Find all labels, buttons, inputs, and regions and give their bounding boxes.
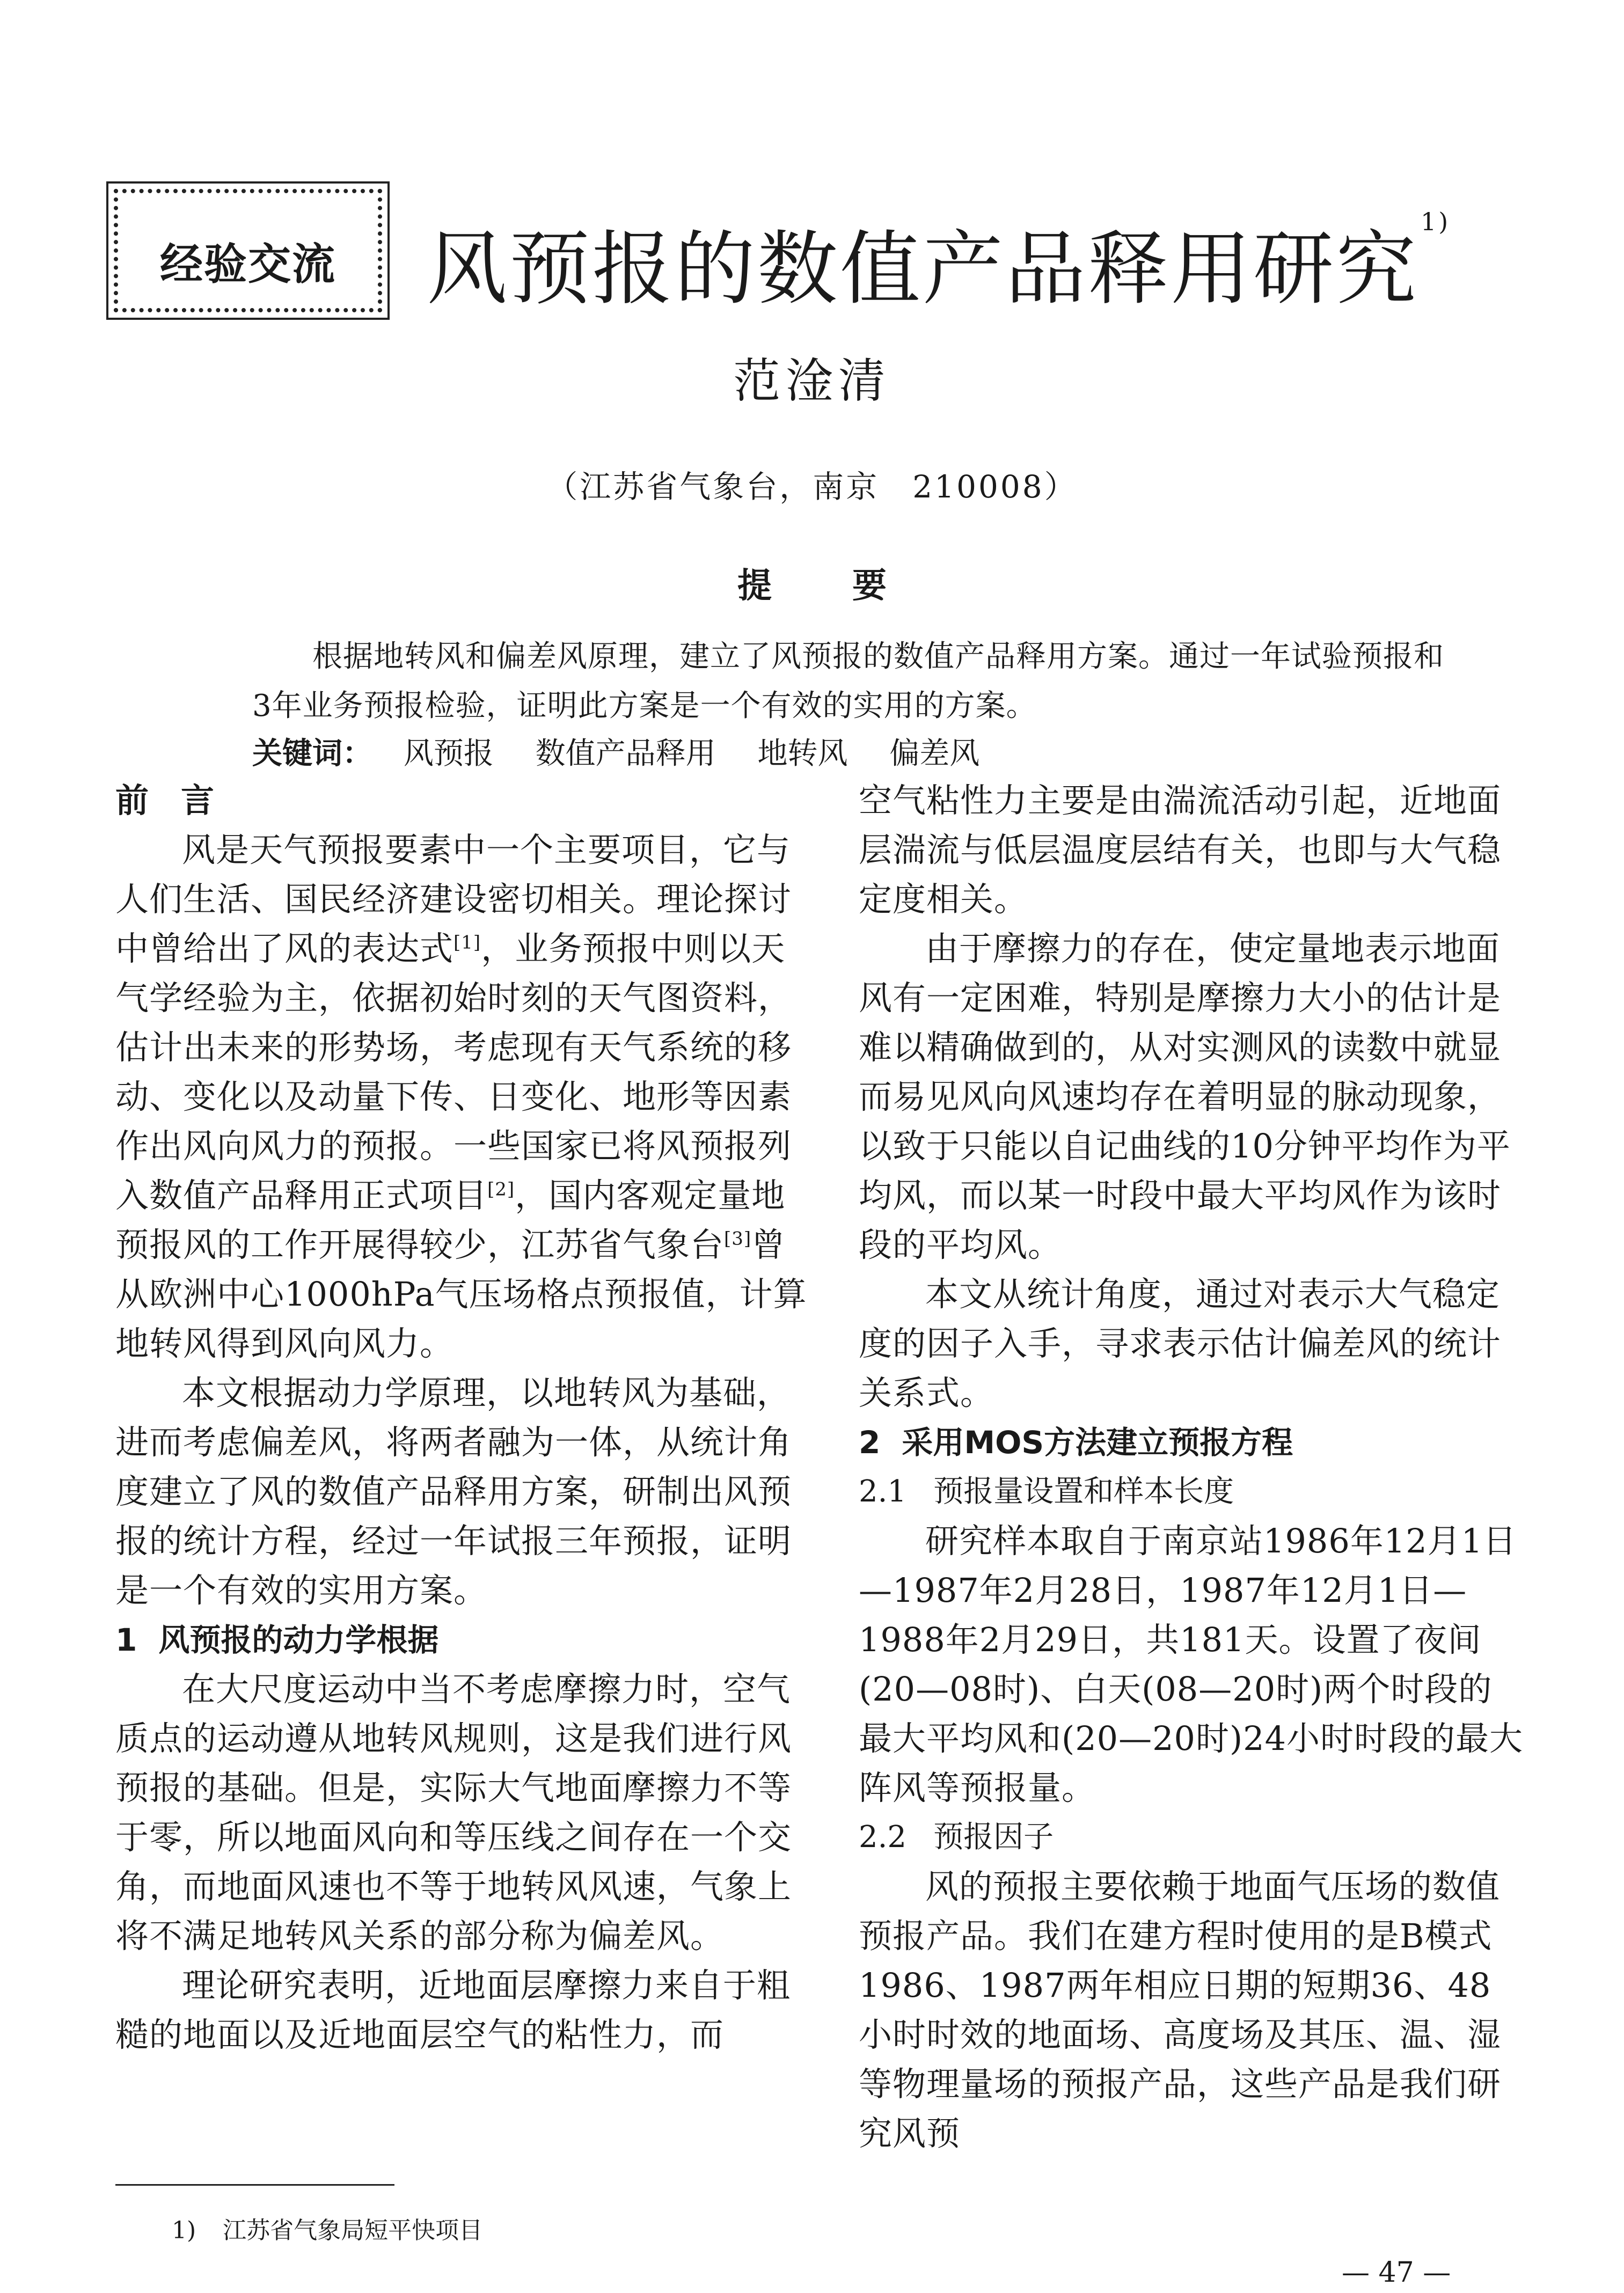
footnote: [172, 2211, 482, 2245]
author: 范淦清: [733, 353, 891, 408]
subsection-2-2-heading: [859, 1813, 1524, 1862]
intro-paragraph-1: [115, 825, 813, 1368]
intro-heading: 前言: [115, 781, 247, 820]
section-1-paragraph-2: 理论研究表明，近地面层摩擦力来自于粗糙的地面以及近地面层空气的粘性力，而: [115, 1966, 791, 2054]
abstract-text: 根据地转风和偏差风原理，建立了风预报的数值产品释用方案。通过一年试验预报和3年业务预报检验，证明此方案是一个有效的实用的方案。: [252, 639, 1444, 723]
subsection-2-1-paragraph: 研究样本取自于南京站1986年12月1日—1987年2月28日，1987年12月1日—1988年2月29日，共181天。设置了夜间(20—08时)、白天(08—20时)两个时段的最大平均风和(20—20时)24小时时段的最大阵风等预报量。: [859, 1521, 1524, 1807]
title-text: 风预报的数值产品释用研究: [427, 223, 1419, 316]
text-run: 风是天气预报要素中一个主要项目，它与人们生活、国民经济建设密切相关。理论探讨中曾给出了风的表达式: [115, 830, 792, 968]
section-2-heading: [859, 1418, 1524, 1467]
body-column-right: [859, 776, 1524, 2158]
keyword: 数值产品释用: [535, 736, 716, 771]
text-run: 曾从欧洲中心1000hPa气压场格点预报值，计算地转风得到风向风力。: [115, 1225, 807, 1363]
page-number: — 47 —: [1342, 2257, 1451, 2289]
footnote-text: 江苏省气象局短平快项目: [223, 2217, 483, 2244]
body-column-left: [115, 776, 813, 2060]
keyword: 偏差风: [889, 736, 980, 771]
section-1-paragraph-1: 在大尺度运动中当不考虑摩擦力时，空气质点的运动遵从地转风规则，这是我们进行风预报的基础。但是，实际大气地面摩擦力不等于零，所以地面风向和等压线之间存在一个交角，而地面风速也不等于地转风风速，气象上将不满足地转风关系的部分称为偏差风。: [115, 1669, 792, 1955]
text-run: ，业务预报中则以天气学经验为主，依据初始时刻的天气图资料，估计出未来的形势场，考虑现有天气系统的移动、变化以及动量下传、日变化、地形等因素作出风向风力的预报。一些国家已将风预报列入数值产品释用正式项目: [115, 929, 792, 1215]
section-title: 风预报的动力学根据: [158, 1622, 439, 1658]
paper-title: [427, 204, 1450, 320]
citation: [1]: [453, 932, 481, 954]
subsection-title: 预报因子: [933, 1820, 1054, 1855]
subsection-title: 预报量设置和样本长度: [933, 1474, 1234, 1509]
footnote-rule: [115, 2184, 394, 2186]
section-title: 采用MOS方法建立预报方程: [902, 1424, 1293, 1461]
subsection-number: 2.1: [859, 1474, 907, 1509]
section-number: 1: [115, 1622, 137, 1658]
footnote-mark: 1): [172, 2217, 196, 2244]
column-badge: [114, 189, 382, 312]
keyword: 地转风: [757, 736, 848, 771]
section-number: 2: [859, 1424, 881, 1461]
keyword: 风预报: [403, 736, 494, 771]
text-run: ，国内客观定量地预报风的工作开展得较少，江苏省气象台: [115, 1176, 786, 1264]
section-1-paragraph-3: 由于摩擦力的存在，使定量地表示地面风有一定困难，特别是摩擦力大小的估计是难以精确做到的，从对实测风的读数中就显而易见风向风速均存在着明显的脉动现象，以致于只能以自记曲线的10分钟平均作为平均风，而以某一时段中最大平均风作为该时段的平均风。: [859, 929, 1511, 1264]
keywords-label: 关键词：: [252, 736, 372, 771]
citation: [3]: [724, 1228, 752, 1250]
subsection-2-1-heading: [859, 1467, 1524, 1517]
affiliation: （江苏省气象台，南京 210008）: [546, 468, 1078, 505]
intro-paragraph-2: 本文根据动力学原理，以地转风为基础，进而考虑偏差风，将两者融为一体，从统计角度建立了风的数值产品释用方案，研制出风预报的统计方程，经过一年试报三年预报，证明是一个有效的实用方案。: [115, 1373, 792, 1610]
citation: [2]: [487, 1178, 515, 1200]
abstract-heading: 提要: [737, 566, 967, 606]
keywords: [252, 730, 1012, 773]
title-footnote-mark: 1): [1421, 207, 1451, 236]
section-1-paragraph-4: 本文从统计角度，通过对表示大气稳定度的因子入手，寻求表示估计偏差风的统计关系式。: [859, 1274, 1502, 1412]
continued-paragraph: 空气粘性力主要是由湍流活动引起，近地面层湍流与低层温度层结有关，也即与大气稳定度相关。: [859, 781, 1502, 919]
subsection-2-2-paragraph: 风的预报主要依赖于地面气压场的数值预报产品。我们在建方程时使用的是B模式1986、1987两年相应日期的短期36、48小时时效的地面场、高度场及其压、温、湿等物理量场的预报产品，这些产品是我们研究风预: [859, 1867, 1502, 2153]
subsection-number: 2.2: [859, 1820, 907, 1855]
section-1-heading: [115, 1615, 813, 1665]
column-label: 经验交流: [160, 239, 336, 289]
